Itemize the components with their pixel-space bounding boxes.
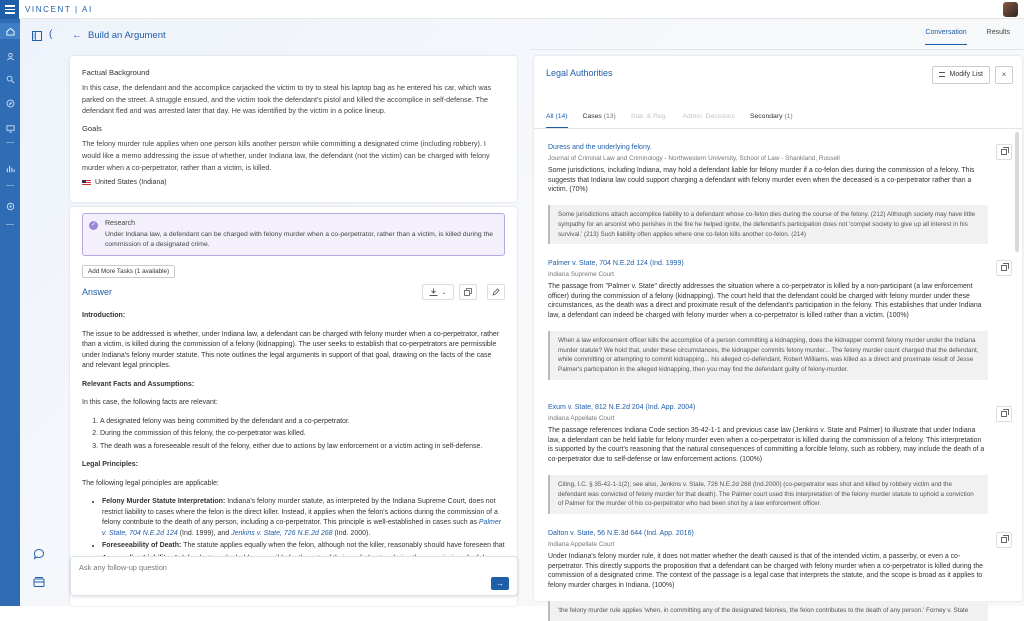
filter-tab-admin[interactable]: Admin. Decisions xyxy=(682,113,735,120)
answer-panel xyxy=(70,207,517,606)
send-button[interactable] xyxy=(491,577,509,590)
menu-icon[interactable] xyxy=(0,0,19,19)
home-icon[interactable] xyxy=(0,23,20,39)
authority-item xyxy=(548,144,988,244)
main-stage xyxy=(20,19,1024,614)
intro-text: The issue to be addressed is whether, under Indiana law, a defendant can be charged with felony murder when a co-perpetrator, rather than a victim, is killed during the commission of a felony (kidnapping). The user seeks to establish that co-perpetrators are permissible under Indiana's felony murder statute. This note outlines the legal arguments in support of that goal, drawing on the facts of the case and relevant legal principles. xyxy=(82,330,500,369)
copy-icon xyxy=(1001,411,1007,417)
answer-body xyxy=(82,311,505,570)
jurisdiction xyxy=(82,179,505,186)
user-avatar[interactable] xyxy=(1003,2,1018,17)
pencil-icon xyxy=(492,288,500,296)
list-item: 1. A designated felony was being committed by the defendant and a co-perpetrator. xyxy=(100,417,505,428)
view-tabs xyxy=(925,29,1010,45)
modify-list-button[interactable] xyxy=(932,66,990,84)
background-text: In this case, the defendant and the accomplice carjacked the victim to try to steal his laptop bag as he entered his car, which was parked on the street. A struggle ensued, and the victim took the defendant's pistol and killed the accomplice in self-defense. The defendant fled and was arrested later that day. He was identified by the victim in a police lineup. xyxy=(82,83,492,116)
legal-authorities-panel xyxy=(534,56,1022,614)
principles-heading: Legal Principles: xyxy=(82,461,139,468)
download-icon xyxy=(429,288,438,296)
chat-icon[interactable] xyxy=(33,548,45,560)
principles-intro: The following legal principles are applicable: xyxy=(82,479,219,487)
authority-title[interactable]: Palmer v. State, 704 N.E.2d 124 (Ind. 1999) xyxy=(548,260,684,267)
us-flag-icon xyxy=(82,180,91,186)
research-description: Under Indiana law, a defendant can be charged with felony murder when a co-perpetrator, rather than a victim, is killed during the commission of a designated crime. xyxy=(105,231,494,248)
tab-conversation[interactable]: Conversation xyxy=(925,29,966,45)
copy-authority-button[interactable] xyxy=(996,532,1012,548)
analytics-icon[interactable] xyxy=(0,160,20,176)
search-icon[interactable] xyxy=(0,71,20,87)
copy-icon xyxy=(464,288,472,296)
goals-heading: Goals xyxy=(82,124,102,134)
authority-summary: Some jurisdictions, including Indiana, may hold a defendant liable for felony murder if a co-felon dies during the commission of a felony. This suggests that Indiana law could support charging a defendant with felony murder even when the deceased is a co-perpetrator rather than a victim. (70%) xyxy=(548,167,975,194)
back-arrow-icon[interactable]: ← xyxy=(72,30,82,41)
authority-source: Indiana Supreme Court xyxy=(548,271,615,278)
brand-logo: VINCENT | AI xyxy=(25,5,93,14)
principle-text: The statute applies equally when the felon, although not the killer, reasonably should have foreseen that xyxy=(181,542,505,549)
header-divider xyxy=(530,49,1024,50)
users-icon[interactable] xyxy=(0,48,20,64)
download-button[interactable] xyxy=(422,284,454,300)
case-background-card xyxy=(70,56,517,202)
list-icon xyxy=(939,72,945,77)
answer-title: Answer xyxy=(82,287,113,297)
authority-quote: 'the felony murder rule applies 'when, in committing any of the designated felonies, the felon contributes to the death of any person.' Forney v. State xyxy=(548,601,988,621)
authority-title[interactable]: Dalton v. State, 56 N.E.3d 644 (Ind. App. 2016) xyxy=(548,530,694,537)
research-task[interactable] xyxy=(82,213,505,256)
tabs-divider xyxy=(534,128,1022,129)
list-item xyxy=(102,541,505,552)
authority-title[interactable]: Duress and the underlying felony. xyxy=(548,144,652,151)
copy-icon xyxy=(1001,265,1007,271)
collapse-chevron-icon[interactable]: ( xyxy=(49,29,53,40)
goals-text: The felony murder rule applies when one person kills another person while committing a designated crime (including robbery). I would like a memo addressing the issue of whether, under Indiana law, the defendant (not the victim) can be charged with felony murder when a co-perpetrator, rather than a victim, is killed. xyxy=(82,139,490,172)
authority-item xyxy=(548,530,988,621)
filter-tab-statutes[interactable]: Stat. & Reg. xyxy=(630,113,668,120)
edit-answer-button[interactable] xyxy=(487,284,505,300)
facts-heading: Relevant Facts and Assumptions: xyxy=(82,380,195,388)
intro-heading: Introduction: xyxy=(82,312,126,319)
facts-list xyxy=(100,417,505,453)
explore-icon[interactable] xyxy=(0,95,20,111)
followup-box xyxy=(70,556,518,596)
principles-list xyxy=(102,497,505,564)
copy-authority-button[interactable] xyxy=(996,260,1012,276)
authority-item xyxy=(548,404,988,514)
background-heading: Factual Background xyxy=(82,68,150,77)
authorities-title: Legal Authorities xyxy=(546,68,613,78)
monitor-icon[interactable] xyxy=(0,120,20,136)
check-icon: ✓ xyxy=(90,222,97,228)
principle-text: Indiana's felony murder statute, as interpreted by the Indiana Supreme Court, does not restrict liability to cases where the felon is the direct killer. Instead, it applies when the felon's actions during the commission of a felony contribute to the death of any person, including a co-perpetrator. This principle is well-established in cases such as xyxy=(102,498,498,526)
list-item xyxy=(102,497,505,539)
principle-text: (Ind. 2000). xyxy=(332,529,371,537)
followup-input[interactable] xyxy=(79,563,479,572)
filter-tab-cases[interactable]: Cases (13) xyxy=(582,113,616,120)
list-item: 3. The death was a foreseeable result of the felony, either due to actions by law enforcement or a victim acting in self-defense. xyxy=(100,442,505,453)
principle-label: Felony Murder Statute Interpretation: xyxy=(102,498,226,505)
authority-filter-tabs xyxy=(546,113,793,128)
authority-source: Journal of Criminal Law and Criminology - Northwestern University, School of Law - Shankland, Russell xyxy=(548,155,840,162)
authority-quote: When a law enforcement officer kills the accomplice of a person committing a kidnapping, does the kidnapper commit felony murder under the Indiana murder statute? We hold that, under these circumstances, the kidnapper commits felony murder... The felony murder count charged that the defendant, while committing or attempting to commit kidnapping... his alleged co-defendant, Robert Williams, was killed as a direct and proximate result of Jesse Palmer's participation in the alleged kidnapping, then you may find the defendant guilty of felony-murder. xyxy=(548,331,988,380)
copy-authority-button[interactable] xyxy=(996,144,1012,160)
page-title: Build an Argument xyxy=(88,30,166,41)
authority-quote: Citing, I.C. § 35-42-1-1(2); see also, Jenkins v. State, 726 N.E.2d 268 (Ind.2000) (co-perpetrator was shot and killed by robbery victim and the defendant was convicted of felony murder for that death). The Palmer court used this interpretation of the felony murder statute to uphold a conviction of Palmer for the murder of his co-perpetrator who had been shot by a law enforcement officer. xyxy=(548,475,988,514)
copy-authority-button[interactable] xyxy=(996,406,1012,422)
authority-summary: The passage from "Palmer v. State" directly addresses the situation where a co-perpetrator is killed by a non-participant (a law enforcement officer) during the commission of a felony (kidnapping). The court held that the defendant could be charged with felony murder under these circumstances, as the death was a direct and proximate result of the defendant's participation in the felony. This establishes that under Indiana law, a defendant can indeed be charged with felony murder when a co-perpetrator is killed rather than a victim. (100%) xyxy=(548,283,982,320)
nav-rail xyxy=(0,19,20,606)
scrollbar[interactable] xyxy=(1015,132,1019,252)
tab-results[interactable]: Results xyxy=(986,29,1010,36)
case-link-jenkins[interactable]: Jenkins v. State, 726 N.E.2d 268 xyxy=(231,529,333,537)
settings-icon[interactable] xyxy=(0,198,20,214)
facts-intro: In this case, the following facts are relevant: xyxy=(82,399,218,406)
research-title: Research xyxy=(105,220,135,227)
authority-summary: The passage references Indiana Code section 35-42-1-1 and previous case law (Jenkins v. State and Palmer) to illustrate that under Indiana law, a defendant can be held liable for felony murder even when a co-perpetrator is killed during the commission of a felony. This interpretation is supported by the court's reasoning that the natural consequences of committing a forcible felony, such as robbery, may include the death of a co-perpetrator due to self-defense or law enforcement actions. (100%) xyxy=(548,427,985,464)
authority-summary: Under Indiana's felony murder rule, it does not matter whether the death caused is that of the intended victim, a passerby, or even a co-perpetrator. This directly supports the proposition that a defendant can be charged with felony murder when a co-perpetrator is killed during the commission of a designated crime. The context of the passage is a legal case that interprets the statute, and the scope is broad as it applies to felony murder charges in Indiana. (100%) xyxy=(548,553,983,590)
authority-quote: Some jurisdictions attach accomplice liability to a defendant whose co-felon dies during the course of the felony. (212) Although society may have little sympathy for an arsonist who perishes in the fire he helped ignite, the defendant's participation does not 'compel society to give up all interest in his survival.' (213) Such liability often applies where one co-felon kills another co-felon. (214) xyxy=(548,205,988,244)
authority-title[interactable]: Exum v. State, 812 N.E.2d 204 (Ind. App. 2004) xyxy=(548,404,696,411)
filter-tab-secondary[interactable]: Secondary (1) xyxy=(749,113,793,120)
principle-label: Foreseeability of Death: xyxy=(102,542,182,549)
sidebar-toggle-icon[interactable] xyxy=(32,31,42,41)
jurisdiction-label: United States (Indiana) xyxy=(95,179,167,187)
authority-source: Indiana Appellate Court xyxy=(548,541,615,548)
chevron-down-icon: ⌄ xyxy=(441,289,447,296)
archive-icon[interactable] xyxy=(33,576,45,588)
modify-list-label: Modify List xyxy=(949,71,983,78)
close-button[interactable]: × xyxy=(995,66,1013,84)
copy-icon xyxy=(1001,537,1007,543)
authority-item xyxy=(548,260,988,380)
list-item: 2. During the commission of this felony, the co-perpetrator was killed. xyxy=(100,429,505,440)
authority-source: Indiana Appellate Court xyxy=(548,415,615,422)
top-bar xyxy=(0,0,1024,19)
case-link-palmer[interactable]: Palmer v. State, 704 N.E.2d 124 xyxy=(102,519,502,537)
principle-text: (Ind. 1999), and xyxy=(177,529,232,537)
add-more-tasks-button[interactable]: Add More Tasks (1 available) xyxy=(82,265,175,278)
copy-icon xyxy=(1001,149,1007,155)
copy-answer-button[interactable] xyxy=(459,284,477,300)
arrow-right-icon: → xyxy=(496,579,504,588)
filter-tab-all[interactable]: All (14) xyxy=(546,113,568,128)
